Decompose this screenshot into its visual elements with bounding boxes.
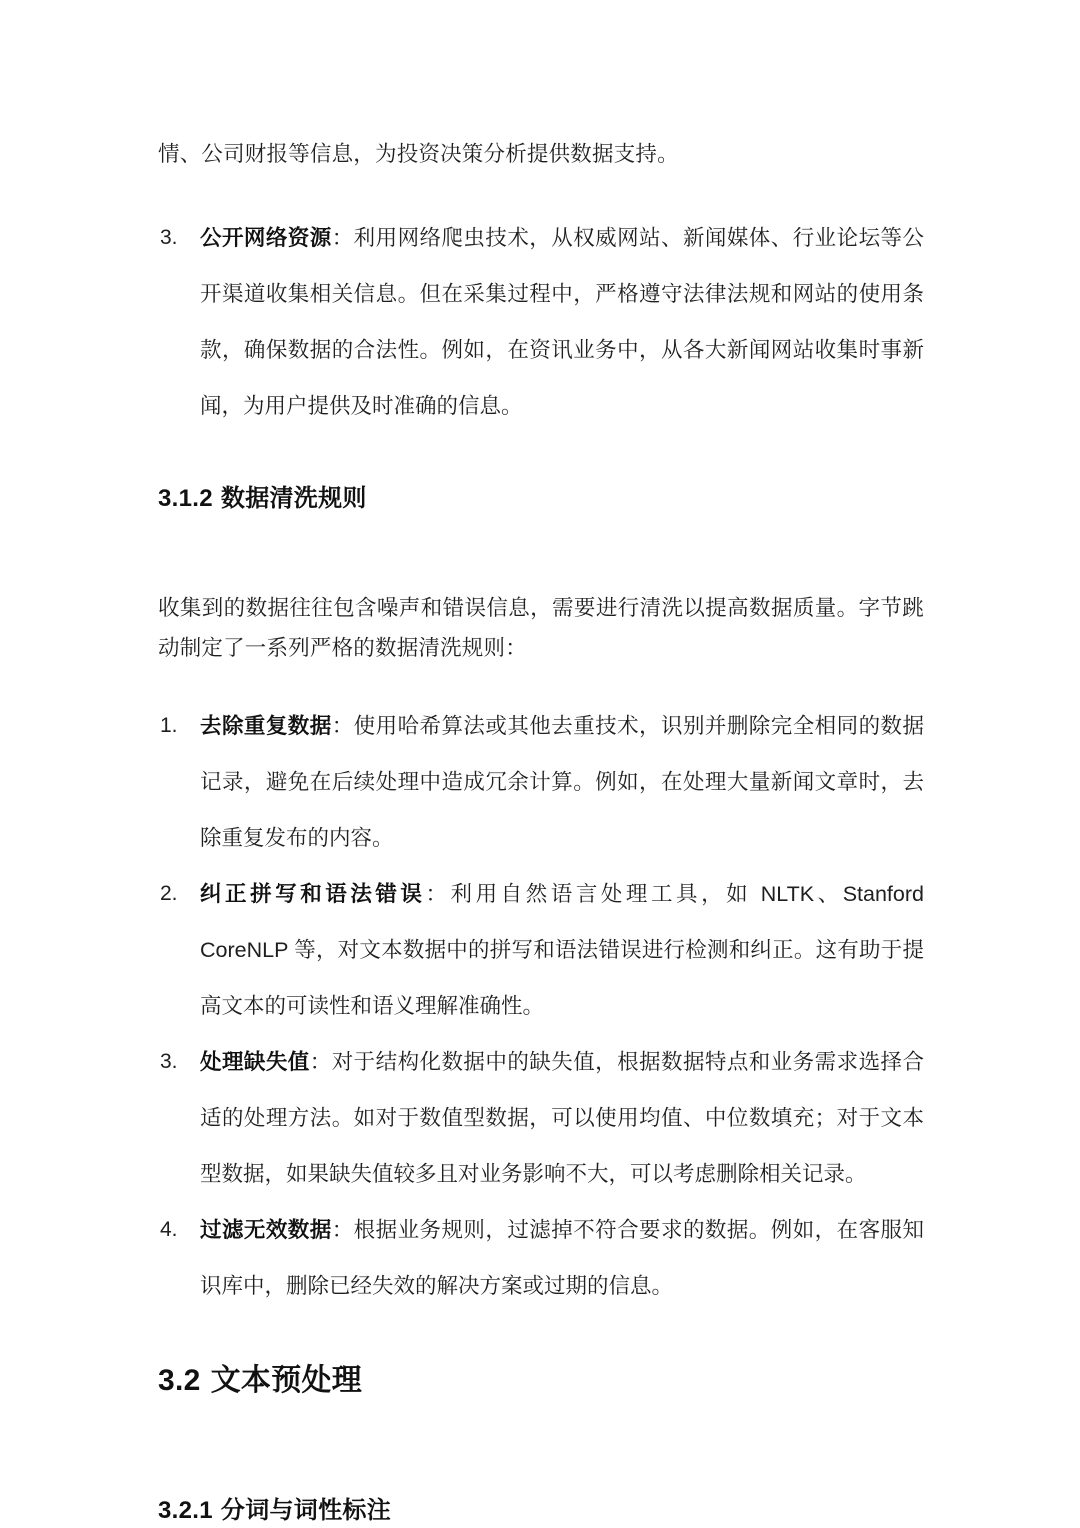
- list-item-body: ：使用哈希算法或其他去重技术，识别并删除完全相同的数据记录，避免在后续处理中造成冗余计算。例如，在处理大量新闻文章时，去除重复发布的内容。: [200, 714, 924, 850]
- list-marker: 4.: [160, 1218, 178, 1241]
- heading-title: 文本预处理: [210, 1364, 363, 1397]
- list-item-term: 处理缺失值: [200, 1050, 310, 1074]
- spacer: [158, 1402, 924, 1494]
- list-item: [158, 866, 924, 1034]
- list-item-term: 过滤无效数据: [200, 1218, 332, 1242]
- heading-3-2-1: [158, 1494, 924, 1528]
- heading-number: 3.2.1: [158, 1497, 213, 1524]
- list-item: [158, 210, 924, 434]
- heading-title: 数据清洗规则: [220, 485, 367, 512]
- list-item-body: ：对于结构化数据中的缺失值，根据数据特点和业务需求选择合适的处理方法。如对于数值型数据，可以使用均值、中位数填充；对于文本型数据，如果缺失值较多且对业务影响不大，可以考虑删除相关记录。: [200, 1050, 924, 1186]
- list-marker: 3.: [160, 226, 178, 249]
- list-item-term: 去除重复数据: [200, 714, 332, 738]
- list-item: [158, 698, 924, 866]
- spacer: [158, 1314, 924, 1360]
- list-item: [158, 1202, 924, 1314]
- heading-number: 3.1.2: [158, 485, 213, 512]
- spacer: [158, 516, 924, 588]
- cleaning-rules-list: [158, 698, 924, 1314]
- list-item-body: ：利用自然语言处理工具，如 NLTK、Stanford CoreNLP 等，对文本数据中的拼写和语法错误进行检测和纠正。这有助于提高文本的可读性和语义理解准确性。: [200, 882, 924, 1018]
- spacer: [158, 182, 924, 210]
- list-item: [158, 1034, 924, 1202]
- heading-3-1-2: [158, 482, 924, 516]
- heading-3-2: [158, 1360, 924, 1402]
- list-marker: 3.: [160, 1050, 178, 1073]
- data-sources-list: [158, 210, 924, 434]
- spacer: [158, 668, 924, 698]
- list-marker: 1.: [160, 714, 178, 737]
- spacer: [158, 434, 924, 482]
- list-marker: 2.: [160, 882, 178, 905]
- cleaning-lead-paragraph: 收集到的数据往往包含噪声和错误信息，需要进行清洗以提高数据质量。字节跳动制定了一系列严格的数据清洗规则：: [158, 596, 924, 660]
- list-item-body: ：利用网络爬虫技术，从权威网站、新闻媒体、行业论坛等公开渠道收集相关信息。但在采集过程中，严格遵守法律法规和网站的使用条款，确保数据的合法性。例如，在资讯业务中，从各大新闻网站收集时事新闻，为用户提供及时准确的信息。: [200, 226, 924, 418]
- heading-title: 分词与词性标注: [220, 1497, 391, 1524]
- continued-paragraph: 情、公司财报等信息，为投资决策分析提供数据支持。: [158, 142, 679, 166]
- heading-number: 3.2: [158, 1364, 201, 1397]
- list-item-term: 公开网络资源: [200, 226, 332, 250]
- list-item-term: 纠正拼写和语法错误: [200, 882, 426, 906]
- document-content: [158, 126, 924, 1528]
- list-item-body: ：根据业务规则，过滤掉不符合要求的数据。例如，在客服知识库中，删除已经失效的解决方案或过期的信息。: [200, 1218, 924, 1298]
